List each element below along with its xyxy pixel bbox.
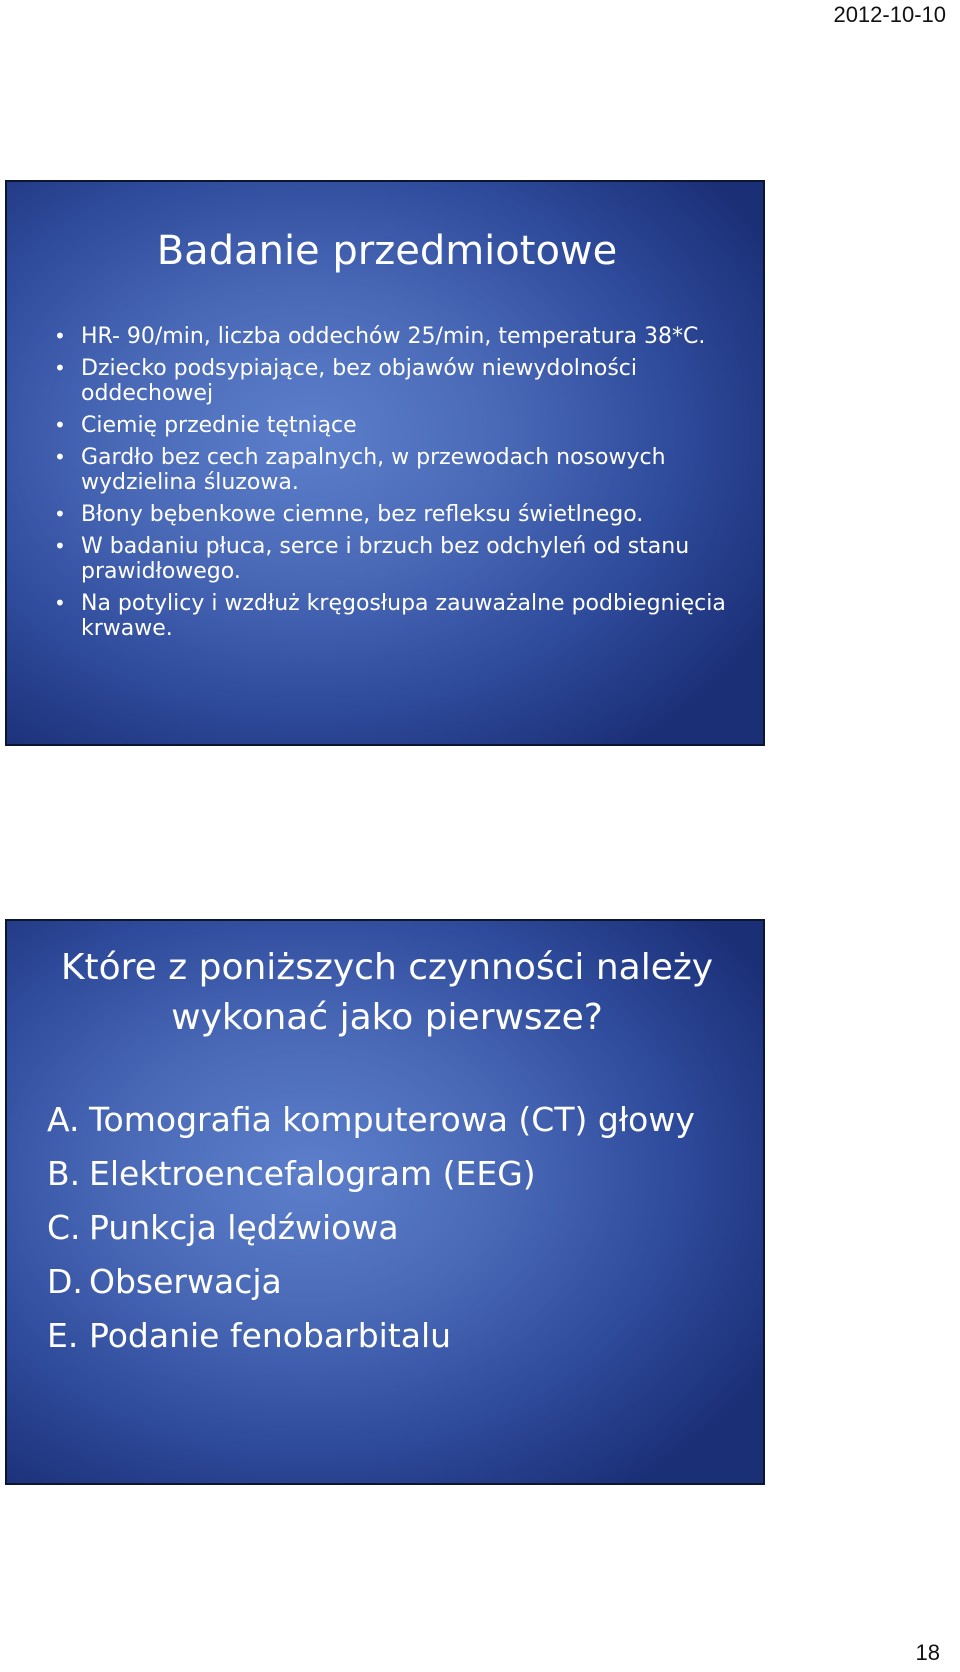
answer-option-c [47, 1201, 695, 1255]
answer-letter: C. [47, 1208, 81, 1247]
bullet-list [49, 324, 749, 648]
bullet-item [49, 591, 749, 641]
bullet-text: HR- 90/min, liczba oddechów 25/min, temperatura 38*C. [81, 324, 706, 349]
answer-list [47, 1093, 695, 1363]
answer-text: Elektroencefalogram (EEG) [89, 1154, 536, 1193]
bullet-dot-icon: • [54, 534, 66, 558]
bullet-item [49, 324, 749, 349]
bullet-text: W badaniu płuca, serce i brzuch bez odchyleń od stanu prawidłowego. [81, 534, 690, 584]
bullet-dot-icon: • [54, 445, 66, 469]
slide-title: Badanie przedmiotowe [156, 228, 618, 274]
answer-letter: A. [47, 1100, 80, 1139]
bullet-text: Na potylicy i wzdłuż kręgosłupa zauważalne podbiegnięcia krwawe. [81, 591, 726, 641]
slide-question [5, 919, 765, 1485]
bullet-dot-icon: • [54, 324, 66, 348]
answer-text: Punkcja lędźwiowa [89, 1208, 399, 1247]
answer-option-e [47, 1309, 695, 1363]
question-text: Które z poniższych czynności należy wykonać jako pierwsze? [60, 947, 714, 1038]
bullet-item [49, 445, 749, 495]
answer-text: Podanie fenobarbitalu [89, 1316, 452, 1355]
bullet-item [49, 534, 749, 584]
bullet-dot-icon: • [54, 591, 66, 615]
bullet-item [49, 502, 749, 527]
page-date: 2012-10-10 [833, 2, 946, 27]
bullet-text: Dziecko podsypiające, bez objawów niewydolności oddechowej [81, 356, 637, 406]
bullet-text: Ciemię przednie tętniące [81, 413, 357, 438]
answer-letter: B. [47, 1154, 81, 1193]
page-number: 18 [915, 1640, 940, 1665]
bullet-text: Błony bębenkowe ciemne, bez refleksu świetlnego. [81, 502, 644, 527]
bullet-dot-icon: • [54, 356, 66, 380]
bullet-item [49, 356, 749, 406]
answer-letter: E. [47, 1316, 79, 1355]
answer-option-b [47, 1147, 695, 1201]
answer-option-a [47, 1093, 695, 1147]
answer-option-d [47, 1255, 695, 1309]
answer-letter: D. [47, 1262, 83, 1301]
slide-physical-exam [5, 180, 765, 746]
bullet-item [49, 413, 749, 438]
bullet-dot-icon: • [54, 413, 66, 437]
bullet-dot-icon: • [54, 502, 66, 526]
bullet-text: Gardło bez cech zapalnych, w przewodach nosowych wydzielina śluzowa. [81, 445, 666, 495]
answer-text: Tomografia komputerowa (CT) głowy [89, 1100, 695, 1139]
answer-text: Obserwacja [89, 1262, 282, 1301]
